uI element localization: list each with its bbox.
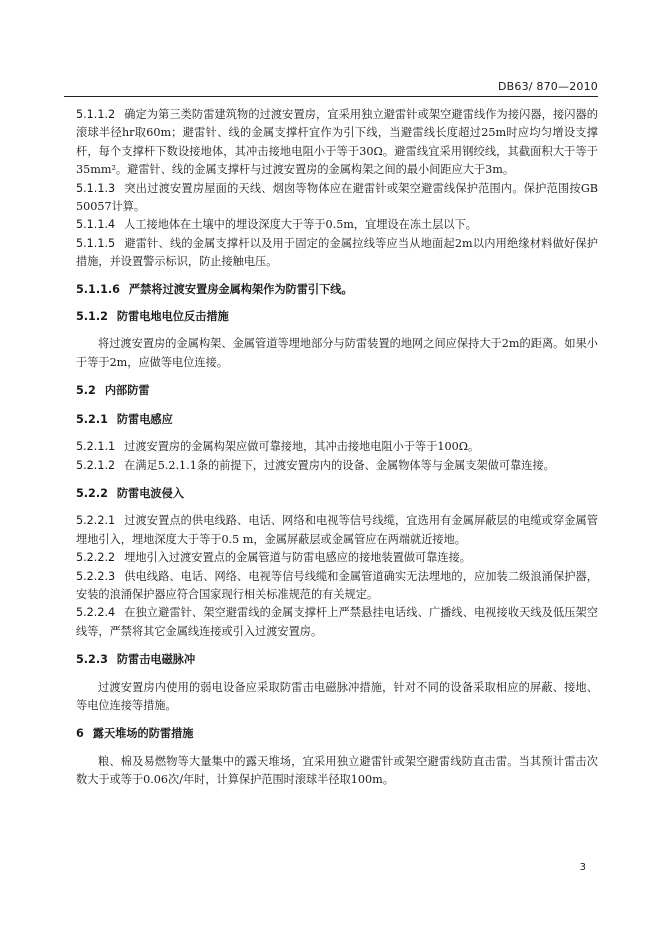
section-heading-6 (76, 725, 598, 743)
clause-5-2-2-4 (76, 604, 598, 641)
clause-number: 5.2.2.4 (76, 606, 116, 620)
clause-text: 确定为第三类防雷建筑物的过渡安置房，宜采用独立避雷针或架空避雷线作为接闪器，接闪器的滚球半径hr取60m；避雷针、线的金属支撑杆宜作为引下线，当避雷线长度超过25m时应均匀增设支撑杆，每个支撑杆下数设接地体，其冲击接地电阻小于等于30Ω。避雷线宜采用钢绞线，其截面积大于等于35mm²。避雷针、线的金属支撑杆与过渡安置房的金属构架之间的最小间距应大于3m。 (76, 108, 598, 177)
body-paragraph: 过渡安置房内使用的弱电设备应采取防雷击电磁脉冲措施，针对不同的设备采取相应的屏蔽、接地、等电位连接等措施。 (76, 680, 598, 712)
section-heading-5-2-3 (76, 651, 598, 669)
clause-5-1-1-2 (76, 106, 598, 180)
section-title: 防雷电地电位反击措施 (116, 310, 229, 324)
clause-5-2-1-1 (76, 438, 598, 456)
clause-text: 过渡安置点的供电线路、电话、网络和电视等信号线缆，宜选用有金属屏蔽层的电缆或穿金属管埋地引入，埋地深度大于等于0.5 m，金属屏蔽层或金属管应在两端就近接地。 (76, 514, 598, 546)
section-number: 5.2.1 (76, 412, 108, 426)
clause-5-1-1-4 (76, 216, 598, 234)
clause-5-2-2-1 (76, 512, 598, 549)
section-title: 防雷电波侵入 (116, 486, 184, 500)
section-heading-5-1-2 (76, 308, 598, 326)
clause-text: 人工接地体在土壤中的埋设深度大于等于0.5m，宜埋设在冻土层以下。 (124, 218, 477, 232)
clause-number: 5.1.1.5 (76, 236, 116, 250)
clause-number: 5.1.1.6 (76, 282, 120, 296)
section-title: 防雷电感应 (116, 412, 173, 426)
section-heading-5-2-2 (76, 485, 598, 503)
clause-number: 5.2.2.3 (76, 569, 116, 583)
document-body (76, 106, 598, 790)
clause-number: 5.2.2.2 (76, 551, 116, 565)
clause-5-2-2-3 (76, 568, 598, 605)
clause-number: 5.1.1.2 (76, 108, 116, 121)
clause-text: 供电线路、电话、网络、电视等信号线缆和金属管道确实无法埋地的，应加装二级浪涌保护器，安装的浪涌保护器应符合国家现行相关标准规范的有关规定。 (76, 569, 598, 601)
section-title: 防雷击电磁脉冲 (116, 653, 196, 667)
section-number: 5.1.2 (76, 310, 108, 324)
clause-text: 埋地引入过渡安置点的金属管道与防雷电感应的接地装置做可靠连接。 (124, 551, 471, 565)
clause-text: 突出过渡安置房屋面的天线、烟囱等物体应在避雷针或架空避雷线保护范围内。保护范围按GB 50057计算。 (76, 181, 598, 214)
page-number: 3 (579, 862, 586, 873)
clause-number: 5.2.1.2 (76, 458, 116, 472)
clause-5-1-1-5 (76, 235, 598, 272)
clause-number: 5.2.2.1 (76, 514, 116, 528)
section-heading-5-2 (76, 382, 598, 400)
section-title: 内部防雷 (104, 384, 150, 398)
header-rule (64, 96, 598, 97)
section-heading-5-2-1 (76, 411, 598, 429)
section-number: 5.2.2 (76, 486, 108, 500)
clause-number: 5.2.1.1 (76, 440, 116, 454)
clause-5-2-1-2 (76, 457, 598, 475)
clause-number: 5.1.1.4 (76, 218, 116, 232)
clause-text: 避雷针、线的金属支撑杆以及用于固定的金属拉线等应当从地面起2m以内用绝缘材料做好保护措施，并设置警示标识，防止接触电压。 (76, 236, 598, 269)
body-paragraph: 粮、棉及易燃物等大量集中的露天堆场，宜采用独立避雷针或架空避雷线防直击雷。当其预计雷击次数大于或等于0.06次/年时，计算保护范围时滚球半径取100m。 (76, 754, 598, 787)
clause-5-1-1-6 (76, 281, 598, 299)
document-code: DB63/ 870—2010 (497, 80, 598, 93)
section-number: 5.2.3 (76, 653, 108, 667)
clause-text: 在独立避雷针、架空避雷线的金属支撑杆上严禁悬挂电话线、广播线、电视接收天线及低压架空线等，严禁将其它金属线连接或引入过渡安置房。 (76, 606, 598, 638)
clause-5-1-1-3 (76, 180, 598, 217)
clause-text: 过渡安置房的金属构架应做可靠接地，其冲击接地电阻小于等于100Ω。 (124, 440, 480, 454)
body-paragraph: 将过渡安置房的金属构架、金属管道等埋地部分与防雷装置的地网之间应保持大于2m的距离。如果小于等于2m，应做等电位连接。 (76, 337, 598, 369)
clause-number: 5.1.1.3 (76, 181, 116, 195)
clause-text: 在满足5.2.1.1条的前提下，过渡安置房内的设备、金属物体等与金属支架做可靠连接。 (124, 458, 555, 472)
section-title: 露天堆场的防雷措施 (92, 727, 194, 741)
section-number: 6 (76, 727, 84, 741)
clause-text: 严禁将过渡安置房金属构架作为防雷引下线。 (128, 282, 353, 296)
section-number: 5.2 (76, 384, 96, 398)
clause-5-2-2-2 (76, 549, 598, 567)
